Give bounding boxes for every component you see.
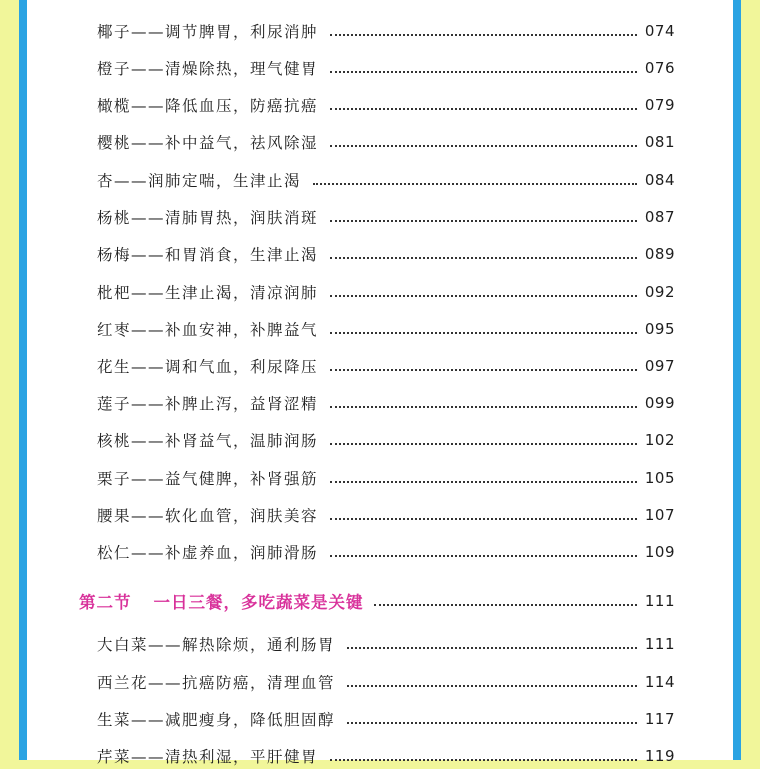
toc-page-number: 079	[644, 96, 675, 114]
leader-dots	[374, 604, 637, 606]
leader-dots	[330, 406, 637, 408]
leader-dots	[330, 759, 637, 761]
left-border-strip	[19, 0, 27, 760]
leader-dots	[347, 685, 637, 687]
toc-page-number: 087	[644, 208, 675, 226]
toc-page-number: 089	[644, 245, 675, 263]
leader-dots	[330, 34, 637, 36]
leader-dots	[330, 295, 637, 297]
toc-page-number: 114	[644, 673, 675, 691]
toc-entry-text: 芹菜——清热利湿，平肝健胃	[97, 748, 319, 766]
leader-dots	[313, 183, 637, 185]
toc-entry[interactable]	[97, 706, 675, 732]
toc-entry-text: 腰果——软化血管，润肤美容	[97, 507, 319, 525]
toc-entry-text: 红枣——补血安神，补脾益气	[97, 321, 319, 339]
leader-dots	[330, 443, 637, 445]
toc-entry[interactable]	[97, 279, 675, 305]
leader-dots	[347, 647, 637, 649]
section-label: 第二节	[79, 593, 132, 612]
section-page-number: 111	[644, 592, 675, 610]
right-border-strip	[733, 0, 741, 760]
toc-entry-text: 椰子——调节脾胃，利尿消肿	[97, 23, 319, 41]
toc-entry-text: 西兰花——抗癌防癌，清理血管	[97, 674, 336, 692]
toc-entry-text: 杨桃——清肺胃热，润肤消斑	[97, 209, 319, 227]
toc-page-number: 105	[644, 469, 675, 487]
toc-page-number: 076	[644, 59, 675, 77]
toc-entry-text: 大白菜——解热除烦，通利肠胃	[97, 636, 336, 654]
toc-entry-text: 橄榄——降低血压，防癌抗癌	[97, 97, 319, 115]
toc-entry[interactable]	[97, 92, 675, 118]
toc-page	[27, 0, 733, 766]
toc-entry-text: 橙子——清燥除热，理气健胃	[97, 60, 319, 78]
toc-entry[interactable]	[97, 316, 675, 342]
toc-entry-text: 樱桃——补中益气，祛风除湿	[97, 134, 319, 152]
toc-entry-text: 松仁——补虚养血，润肺滑肠	[97, 544, 319, 562]
toc-page-number: 097	[644, 357, 675, 375]
toc-page-number: 074	[644, 22, 675, 40]
toc-entry-text: 核桃——补肾益气，温肺润肠	[97, 432, 319, 450]
toc-entry[interactable]	[97, 204, 675, 230]
toc-entry[interactable]	[97, 129, 675, 155]
toc-entry-text: 莲子——补脾止泻，益肾涩精	[97, 395, 319, 413]
toc-page-number: 084	[644, 171, 675, 189]
toc-entry[interactable]	[97, 55, 675, 81]
section-heading[interactable]	[79, 587, 675, 615]
leader-dots	[330, 481, 637, 483]
toc-page-number: 095	[644, 320, 675, 338]
toc-entry[interactable]	[97, 167, 675, 193]
toc-page-number: 117	[644, 710, 675, 728]
toc-entry[interactable]	[97, 241, 675, 267]
toc-entry-text: 生菜——减肥瘦身，降低胆固醇	[97, 711, 336, 729]
toc-page-number: 107	[644, 506, 675, 524]
leader-dots	[330, 108, 637, 110]
leader-dots	[330, 71, 637, 73]
toc-entry[interactable]	[97, 18, 675, 44]
toc-entry-text: 杨梅——和胃消食，生津止渴	[97, 246, 319, 264]
toc-entry[interactable]	[97, 669, 675, 695]
leader-dots	[330, 257, 637, 259]
toc-page-number: 109	[644, 543, 675, 561]
toc-entry[interactable]	[97, 539, 675, 565]
toc-page-number: 081	[644, 133, 675, 151]
section-heading-text	[79, 589, 364, 613]
toc-entry-text: 栗子——益气健脾，补肾强筋	[97, 470, 319, 488]
toc-page-number: 111	[644, 635, 675, 653]
toc-entry-text: 枇杷——生津止渴，清凉润肺	[97, 284, 319, 302]
toc-entry[interactable]	[97, 390, 675, 416]
toc-page-number: 092	[644, 283, 675, 301]
leader-dots	[330, 332, 637, 334]
toc-entry-text: 杏——润肺定喘，生津止渴	[97, 172, 302, 190]
toc-entry[interactable]	[97, 502, 675, 528]
leader-dots	[330, 369, 637, 371]
toc-entry[interactable]	[97, 743, 675, 769]
section-title: 一日三餐，多吃蔬菜是关键	[153, 593, 364, 612]
leader-dots	[330, 518, 637, 520]
leader-dots	[347, 722, 637, 724]
toc-entry-text: 花生——调和气血，利尿降压	[97, 358, 319, 376]
toc-page-number: 102	[644, 431, 675, 449]
toc-entry[interactable]	[97, 465, 675, 491]
toc-entry[interactable]	[97, 427, 675, 453]
leader-dots	[330, 555, 637, 557]
leader-dots	[330, 220, 637, 222]
toc-entry[interactable]	[97, 631, 675, 657]
toc-entry[interactable]	[97, 353, 675, 379]
toc-page-number: 099	[644, 394, 675, 412]
leader-dots	[330, 145, 637, 147]
toc-page-number: 119	[644, 747, 675, 765]
